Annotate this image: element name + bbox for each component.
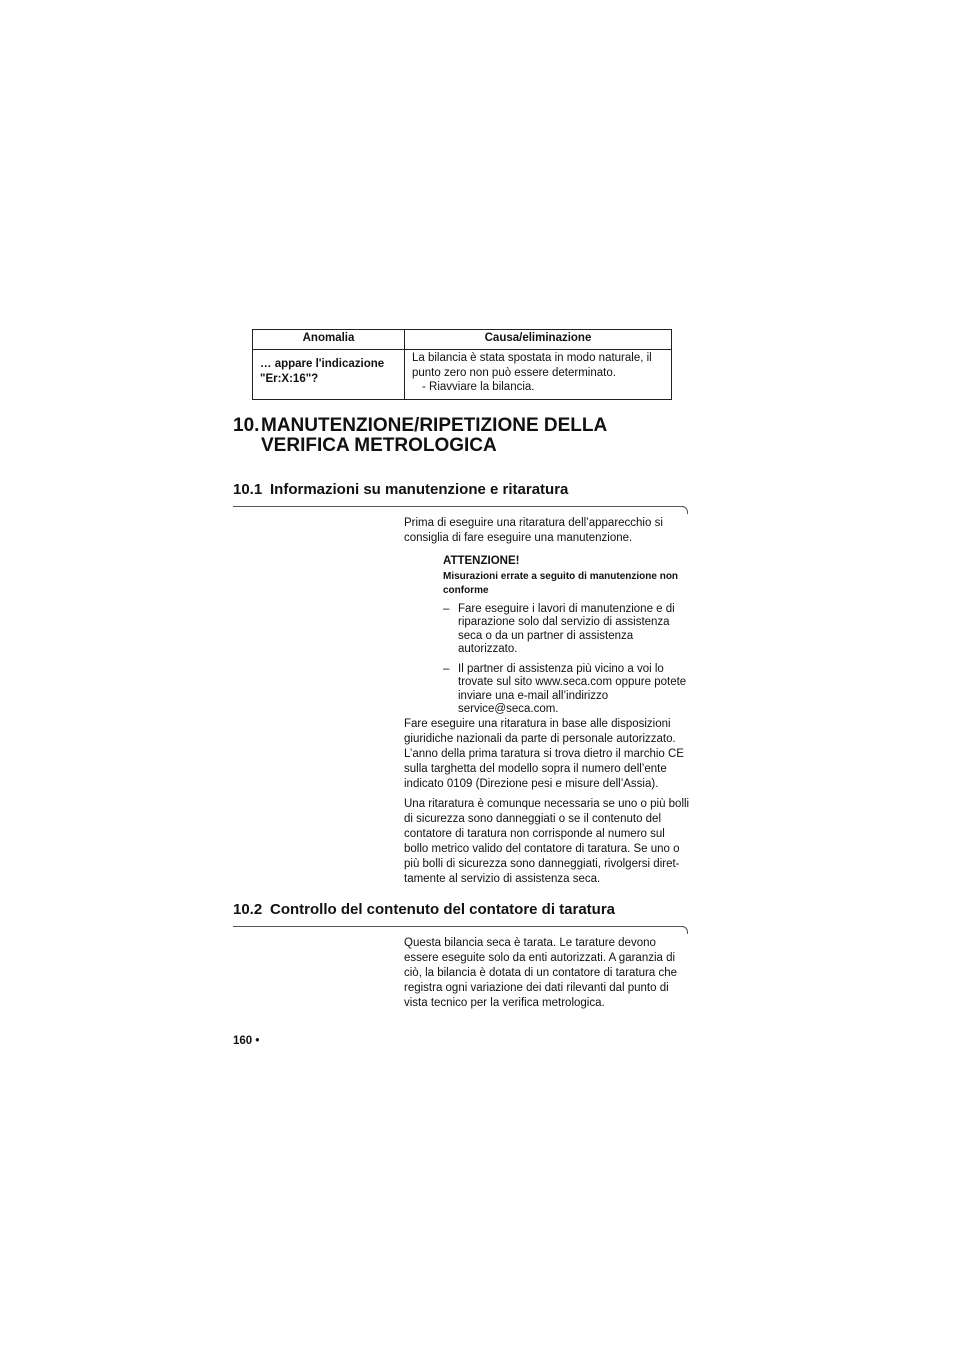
paragraph: Una ritaratura è comunque necessaria se uno o più bolli di sicurezza sono danneggiati o se il contenuto del contatore di taratura non corrisponde al numero sul bollo metrico valido del contatore di taratura. Se uno o più bolli di sicurezza sono danneggiati, rivolgersi diret-tamente al servizio di assistenza seca. [404,798,690,885]
divider-hook [681,926,688,934]
list-item-text: Fare eseguire i lavori di manutenzione e di riparazione solo dal servizio di assistenza seca o da un partner di assistenza autorizzato. [458,602,675,655]
table-header-row [253,330,672,350]
warning-list [443,603,691,717]
list-item-text: Il partner di assistenza più vicino a voi lo trovate sul sito www.seca.com oppure potete inviare una e-mail all’indirizzo service@seca.com. [458,662,687,715]
chapter-heading [233,416,693,456]
troubleshooting-table [252,329,672,400]
body-text [404,936,690,1011]
paragraph: Questa bilancia seca è tarata. Le tarature devono essere eseguite solo da enti autorizzati. A garanzia di ciò, la bilancia è dotata di un contatore di taratura che registra ogni variazione dei dati rilevanti dal punto di vista tecnico per la verifica metrologica. [404,937,677,1009]
list-item [443,663,691,717]
remedy-step: - Riavviare la bilancia. [422,381,535,393]
section-intro [404,516,690,546]
table-row [253,350,672,400]
cause-text: La bilancia è stata spostata in modo naturale, il punto zero non può essere determinato. [412,352,652,379]
anomaly-cell: … appare l'indicazione "Er:X:16"? [253,350,405,400]
paragraph: Fare eseguire una ritaratura in base alle disposizioni giuridiche nazionali da parte di personale autorizzato. L’anno della prima taratura si trova dietro il marchio CE sulla targhetta del modello sopra il numero dell’ente indicato 0109 (Direzione pesi e misure dell’Assia). [404,718,684,790]
warning-title: ATTENZIONE! [443,555,520,567]
list-item [443,603,691,657]
section-divider [233,926,684,927]
warning-block [443,555,691,717]
intro-paragraph: Prima di eseguire una ritaratura dell’apparecchio si consiglia di fare eseguire una manutenzione. [404,517,663,544]
section-heading-10-2 [233,901,615,919]
column-header-cause: Causa/eliminazione [405,330,672,350]
page-number: 160 • [233,1035,260,1047]
warning-subtitle: Misurazioni errate a seguito di manutenzione non conforme [443,570,679,596]
cause-cell [405,350,672,400]
body-text [404,717,690,887]
section-number: 10.1 [233,481,263,498]
section-title: Informazioni su manutenzione e ritaratura [270,481,569,498]
list-dash: – [443,602,450,615]
list-dash: – [443,662,450,675]
chapter-number: 10. [233,415,260,436]
section-number: 10.2 [233,901,263,918]
column-header-anomaly: Anomalia [253,330,405,350]
divider-hook [681,506,688,514]
section-title: Controllo del contenuto del contatore di taratura [270,901,616,918]
section-heading-10-1 [233,481,568,499]
chapter-title: MANUTENZIONE/RIPETIZIONE DELLA VERIFICA METROLOGICA [261,415,607,456]
section-divider [233,506,684,507]
